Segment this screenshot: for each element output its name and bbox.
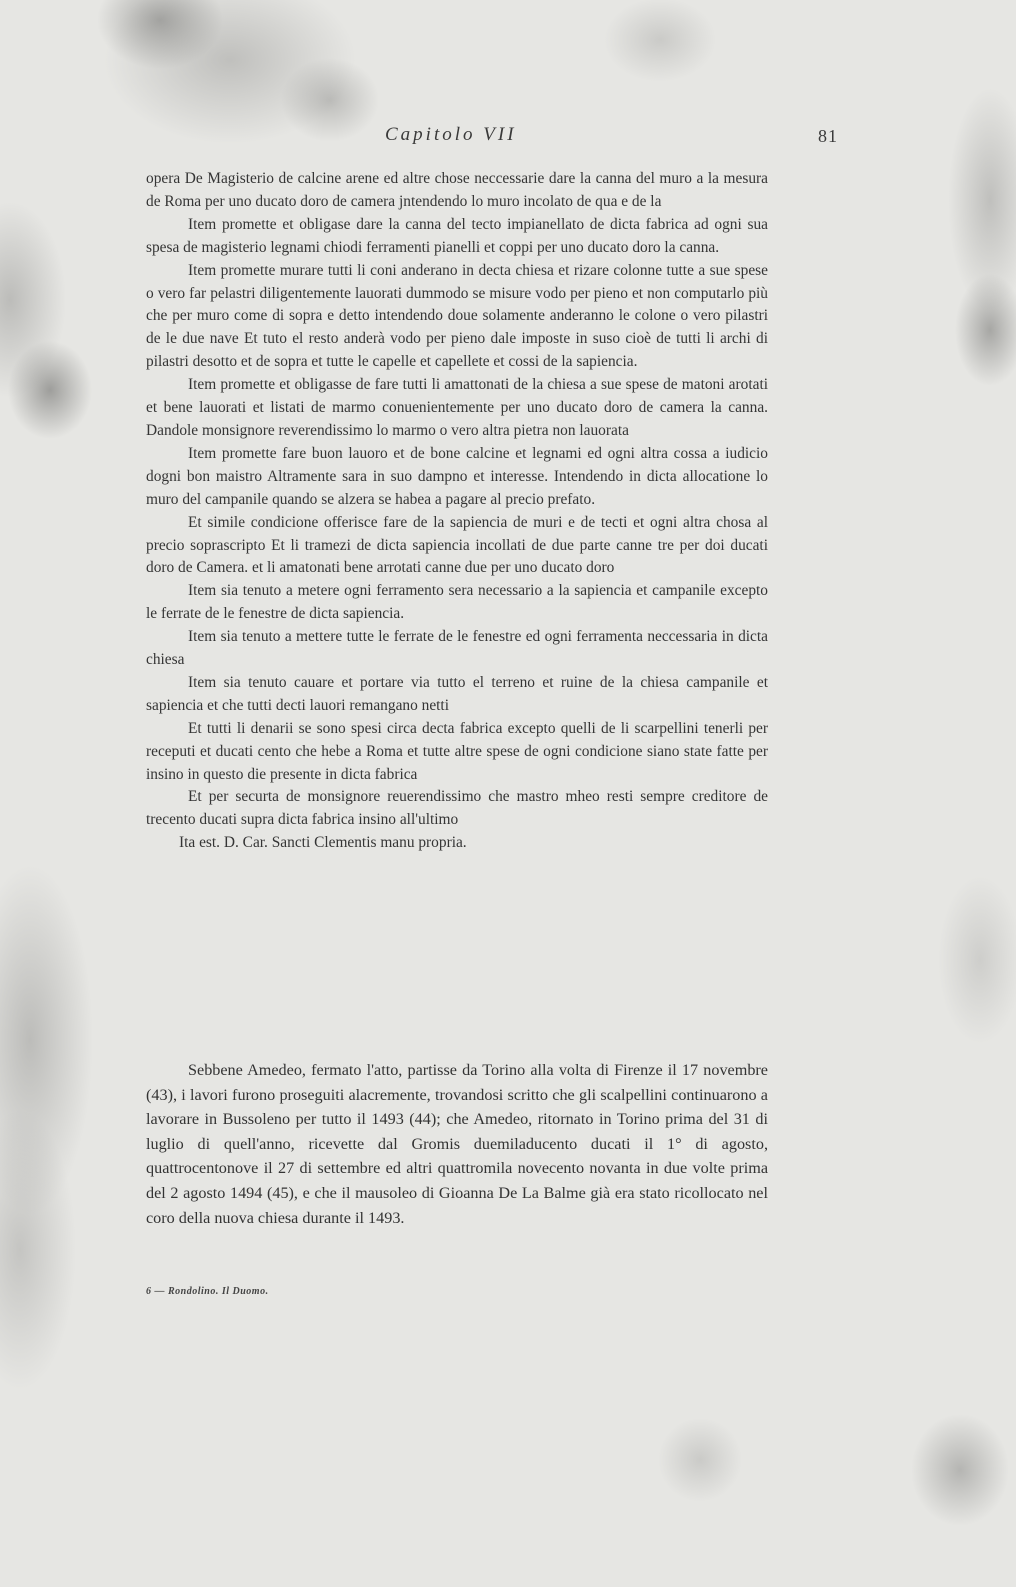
- document-paragraph: Item promette murare tutti li coni anderano in decta chiesa et rizare colonne tutte a sue spese o vero far pelastri diligentemente lauorati dummodo se misure vodo per pieno et non computarlo più che per muro come di sopra e detto intendendo doue solamente anderanno le colone o vero pilastri de le due nave Et tuto el resto anderà vodo per pieno dale imposte in suso cioè de tutti li archi di pilastri desotto et de sopra et tutte le capelle et capellete et cossi de la sapiencia.: [146, 261, 768, 371]
- document-paragraph: Et per securta de monsignore reuerendissimo che mastro mheo resti sempre creditore de trecento ducati supra dicta fabrica insino all'ultimo: [146, 788, 768, 829]
- document-paragraph: Item sia tenuto cauare et portare via tutto el terreno et ruine de la chiesa campanile et sapiencia et che tutti decti lauori remangano netti: [146, 673, 768, 714]
- page-number: 81: [818, 126, 838, 146]
- document-paragraph: Item sia tenuto a mettere tutte le ferrate de le fenestre ed ogni ferramenta neccessaria in dicta chiesa: [146, 628, 768, 669]
- quoted-document: [146, 168, 768, 855]
- document-paragraph: opera De Magisterio de calcine arene ed altre chose neccessarie dare la canna del muro a la mesura de Roma per uno ducato doro de camera jntendendo lo muro incolato de qua e de la: [146, 170, 768, 210]
- document-signature: Ita est. D. Car. Sancti Clementis manu propria.: [179, 834, 467, 852]
- document-paragraph: Item promette fare buon lauoro et de bone calcine et legnami ed ogni altra cossa a iudicio dogni bon maistro Altramente sara in suo dampno et interesse. Intendendo in dicta allocatione lo muro del campanile quando se alzera se habea a pagare al precio prefato.: [146, 444, 768, 508]
- document-paragraph: Item promette et obligasse de fare tutti li amattonati de la chiesa a sue spese de matoni arotati et bene lauorati et listati de marmo conuenientemente per uno ducato doro de camera la canna. Dandole monsignore reverendissimo lo marmo o vero altra pietra non lauorata: [146, 376, 768, 439]
- page-header: [0, 124, 1016, 154]
- signature-mark: 6 — Rondolino. Il Duomo.: [146, 1286, 269, 1297]
- running-title: Capitolo VII: [385, 124, 517, 145]
- document-paragraph: Et simile condicione offerisce fare de la sapiencia de muri e de tecti et ogni altra chosa al precio soprascripto Et li tramezi de dicta sapiencia incollati de due parte canne tre per doi ducati doro de Camera. et li amatonati bene arrotati canne due per uno ducato doro: [146, 513, 768, 577]
- document-paragraph: Item sia tenuto a metere ogni ferramento sera necessario a la sapiencia et campanile excepto le ferrate de le fenestre de dicta sapiencia.: [146, 582, 768, 623]
- narrative-text: [146, 1058, 768, 1230]
- narrative-paragraph: Sebbene Amedeo, fermato l'atto, partisse da Torino alla volta di Firenze il 17 novembre (43), i lavori furono proseguiti alacremente, trovandosi scritto che gli scalpellini continuarono a lavorare in Bussoleno per tutto il 1493 (44); che Amedeo, ritornato in Torino prima del 31 di luglio di quell'anno, ricevette dal Gromis duemiladucento ducati il 1° di agosto, quattrocentonove il 27 di settembre ed altri quattromila novecento novanta in due volte prima del 2 agosto 1494 (45), e che il mausoleo di Gioanna De La Balme già era stato ricollocato nel coro della nuova chiesa durante il 1493.: [146, 1061, 768, 1227]
- document-paragraph: Item promette et obligase dare la canna del tecto impianellato de dicta fabrica ad ogni sua spesa de magisterio legnami chiodi ferramenti pianelli et coppi per uno ducato doro la canna.: [146, 215, 768, 256]
- document-paragraph: Et tutti li denarii se sono spesi circa decta fabrica excepto quelli de li scarpellini tenerli per receputi et ducati cento che hebe a Roma et tutte altre spese de ogni condicione siano state fatte per insino in questo die presente in dicta fabrica: [146, 719, 768, 783]
